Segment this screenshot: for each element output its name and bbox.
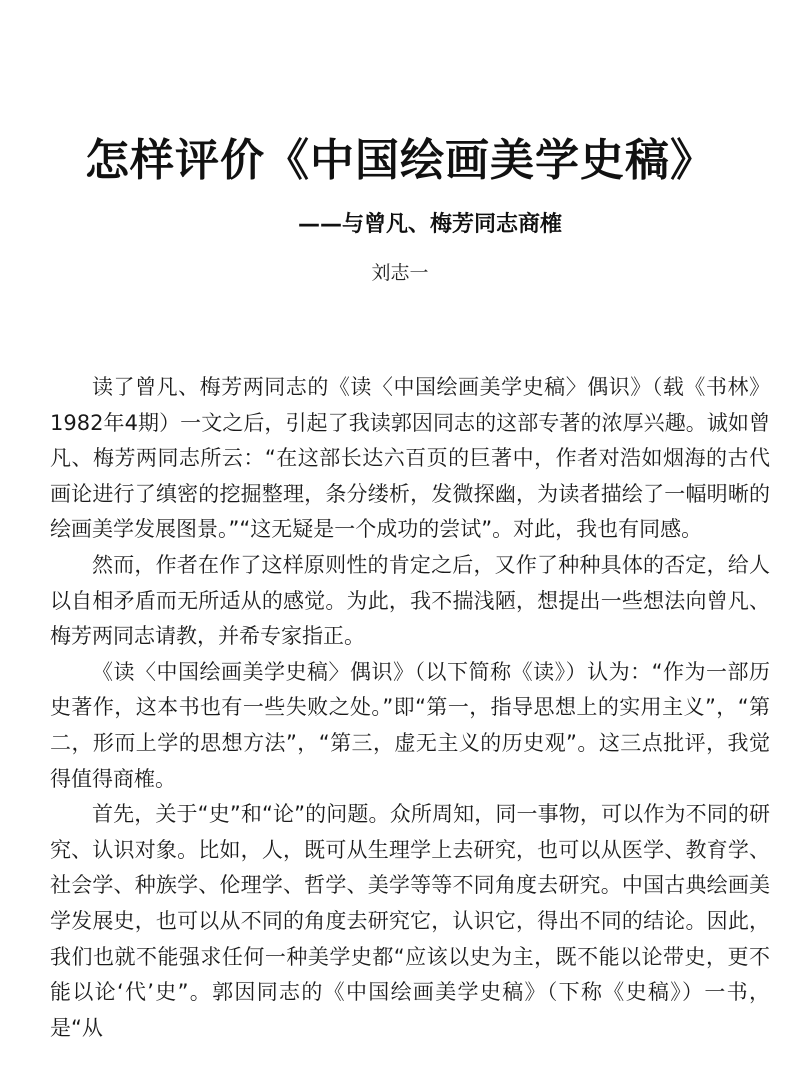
paragraph: 《读〈中国绘画美学史稿〉偶识》（以下简称《读》）认为：“作为一部历史著作，这本书也有一些失败之处。”即“第一，指导思想上的实用主义”，“第二，形而上学的思想方法”，“第三，虚无主义的历史观”。这三点批评，我觉得值得商榷。 <box>50 659 770 791</box>
article-body <box>50 370 770 1046</box>
article-title: 怎样评价《中国绘画美学史稿》 <box>85 135 715 186</box>
paragraph: 首先，关于“史”和“论”的问题。众所周知，同一事物，可以作为不同的研究、认识对象。比如，人，既可从生理学上去研究，也可以从医学、教育学、社会学、种族学、伦理学、哲学、美学等等不同角度去研究。中国古典绘画美学发展史，也可以从不同的角度去研究它，认识它，得出不同的结论。因此，我们也就不能强求任何一种美学史都“应该以史为主，既不能以论带史，更不能以论‘代’史”。郭因同志的《中国绘画美学史稿》（下称《史稿》）一书，是“从 <box>50 802 770 1040</box>
paragraph: 然而，作者在作了这样原则性的肯定之后，又作了种种具体的否定，给人以自相矛盾而无所适从的感觉。为此，我不揣浅陋，想提出一些想法向曾凡、梅芳两同志请教，并希专家指正。 <box>50 552 770 649</box>
article-subtitle: ——与曾凡、梅芳同志商榷 <box>297 212 562 237</box>
paragraph: 读了曾凡、梅芳两同志的《读〈中国绘画美学史稿〉偶识》（载《书林》1982年4期）一文之后，引起了我读郭因同志的这部专著的浓厚兴趣。诚如曾凡、梅芳两同志所云：“在这部长达六百页的巨著中，作者对浩如烟海的古代画论进行了缜密的挖掘整理，条分缕析，发微探幽，为读者描绘了一幅明晰的绘画美学发展图景。”“这无疑是一个成功的尝试”。对此，我也有同感。 <box>50 375 770 542</box>
article-author: 刘志一 <box>371 262 429 284</box>
